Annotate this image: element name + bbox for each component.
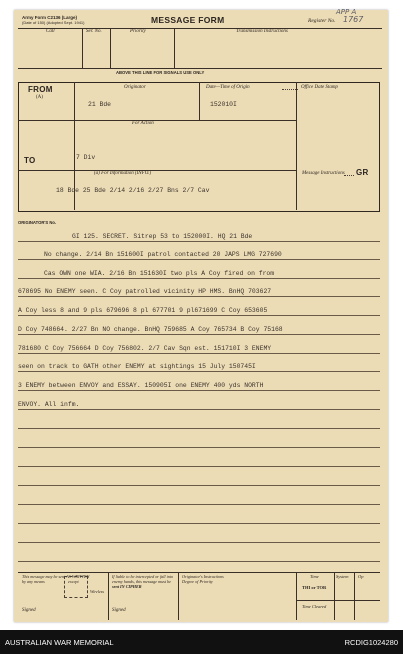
except-bracket xyxy=(64,576,88,598)
message-line: 3 ENEMY between ENVOY and ESSAY. 150905I one ENEMY 400 yds NORTH xyxy=(18,382,264,389)
footer-rule xyxy=(18,572,380,573)
message-line: GI 125. SECRET. Sitrep 53 to 152000I. HQ 21 Bde xyxy=(72,233,253,240)
ruled-line xyxy=(18,428,380,429)
originator-value: 21 Bde xyxy=(88,101,112,108)
to-value: 7 Div xyxy=(76,154,96,161)
originators-no-label: ORIGINATOR'S No. xyxy=(18,220,57,225)
footer-note: except xyxy=(68,579,79,584)
col-divider xyxy=(82,28,83,68)
page-title: MESSAGE FORM xyxy=(151,15,225,25)
instr-leader xyxy=(344,175,354,176)
signed-label: Signed xyxy=(22,608,36,613)
message-line: D Coy 748664. 2/27 Bn NO change. BnHQ 759685 A Coy 765734 B Coy 75168 xyxy=(18,326,283,333)
col-divider xyxy=(110,28,111,68)
box-divider xyxy=(296,82,297,210)
ruled-line xyxy=(18,259,380,260)
priority-label: Priority xyxy=(130,29,146,34)
message-line: 678695 No ENEMY seen. C Coy patrolled vicinity HP HMS. BnHQ 703627 xyxy=(18,288,272,295)
info-value: 18 Bde 25 Bde 2/14 2/16 2/27 Bns 2/7 Cav xyxy=(56,187,210,194)
register-label: Register No. xyxy=(308,18,336,24)
caption-bar xyxy=(0,630,403,654)
ruled-line xyxy=(18,278,380,279)
from-label: FROM xyxy=(28,85,53,94)
box-rule xyxy=(18,120,296,121)
caption-left: AUSTRALIAN WAR MEMORIAL xyxy=(5,638,114,647)
call-label: Call xyxy=(46,29,55,34)
transmission-label: Transmission Instructions xyxy=(236,29,288,34)
footer-note: sent IN CIPHER xyxy=(112,584,142,589)
footer-divider xyxy=(296,572,297,620)
op-label: Op xyxy=(358,574,364,579)
dto-label: Date—Time of Origin xyxy=(206,85,250,90)
ruled-line xyxy=(18,561,380,562)
ser-no-label: Ser. No. xyxy=(86,29,102,34)
ruled-line xyxy=(18,334,380,335)
system-label: System xyxy=(336,574,349,579)
header-rule xyxy=(18,28,382,29)
message-form xyxy=(14,10,388,622)
ruled-line xyxy=(18,241,380,242)
footer-note: by any means xyxy=(22,579,45,584)
thi-tor-label: THI or TOR xyxy=(302,585,327,590)
from-sub: (A) xyxy=(36,95,43,100)
ruled-line xyxy=(18,504,380,505)
col-divider xyxy=(174,28,175,68)
handwritten-annotation: APP A xyxy=(336,8,357,16)
footer-note: Originator's Instructions xyxy=(182,574,224,579)
signals-line xyxy=(18,68,382,69)
box-rule xyxy=(18,170,296,171)
message-line: A Coy less 8 and 9 pls 679696 8 pl 677701 9 pl671699 C Coy 653605 xyxy=(18,307,268,314)
signals-notice: ABOVE THIS LINE FOR SIGNALS USE ONLY xyxy=(116,70,205,75)
caption-right: RCDIG1024280 xyxy=(344,638,398,647)
originator-label: Originator xyxy=(124,85,146,90)
for-action-label: For Action xyxy=(132,121,154,126)
gr-label: GR xyxy=(356,168,369,177)
message-line: No change. 2/14 Bn 151600I patrol contacted 20 JAPS LMG 727690 xyxy=(44,251,282,258)
to-label: TO xyxy=(24,156,36,165)
time-cleared-label: Time Cleared xyxy=(302,604,327,609)
footer-note: If liable to be intercepted or fall into xyxy=(112,574,174,579)
form-date: (Date of 150) (Adopted Sept. 1941) xyxy=(22,20,85,25)
signed-label: Signed xyxy=(112,608,126,613)
message-line: seen on track to GATH other ENEMY at sightings 15 July 150745I xyxy=(18,363,256,370)
ruled-line xyxy=(18,390,380,391)
message-instructions-label: Message Instructions xyxy=(302,171,345,176)
ruled-line xyxy=(18,447,380,448)
register-number: 1767 xyxy=(343,15,364,24)
army-form-number: Army Form C2136 (Large) xyxy=(22,15,78,20)
ruled-line xyxy=(18,409,380,410)
ruled-line xyxy=(18,353,380,354)
box-divider xyxy=(199,82,200,120)
ruled-line xyxy=(18,485,380,486)
footer-divider xyxy=(178,572,179,620)
office-stamp-label: Office Date Stamp xyxy=(301,85,338,90)
message-line: ENVOY. All infm. xyxy=(18,401,80,408)
ruled-line xyxy=(18,371,380,372)
ruled-line xyxy=(18,466,380,467)
ruled-line xyxy=(18,296,380,297)
message-line: 781680 C Coy 756664 D Coy 756802. 2/7 Cav Sqn est. 151710I 3 ENEMY xyxy=(18,345,272,352)
dto-value: 152010I xyxy=(210,101,237,108)
ruled-line xyxy=(18,542,380,543)
footer-rule xyxy=(296,600,380,601)
time-label: Time xyxy=(310,574,319,579)
footer-note: Wireless xyxy=(90,589,105,594)
stamp-leader xyxy=(282,89,298,90)
ruled-line xyxy=(18,523,380,524)
footer-note: Degree of Priority xyxy=(182,579,213,584)
footer-note: This message may be sent AS WRITTEN xyxy=(22,574,90,579)
footer-note: enemy hands, this message must be xyxy=(112,579,172,584)
message-line: Cas OWN one WIA. 2/16 Bn 151630I two pls A Coy fired on from xyxy=(44,270,275,277)
footer-divider xyxy=(334,572,335,620)
ruled-line xyxy=(18,315,380,316)
footer-divider xyxy=(354,572,355,620)
footer-divider xyxy=(108,572,109,620)
info-label: (a) For Information (INFO.) xyxy=(94,171,152,176)
